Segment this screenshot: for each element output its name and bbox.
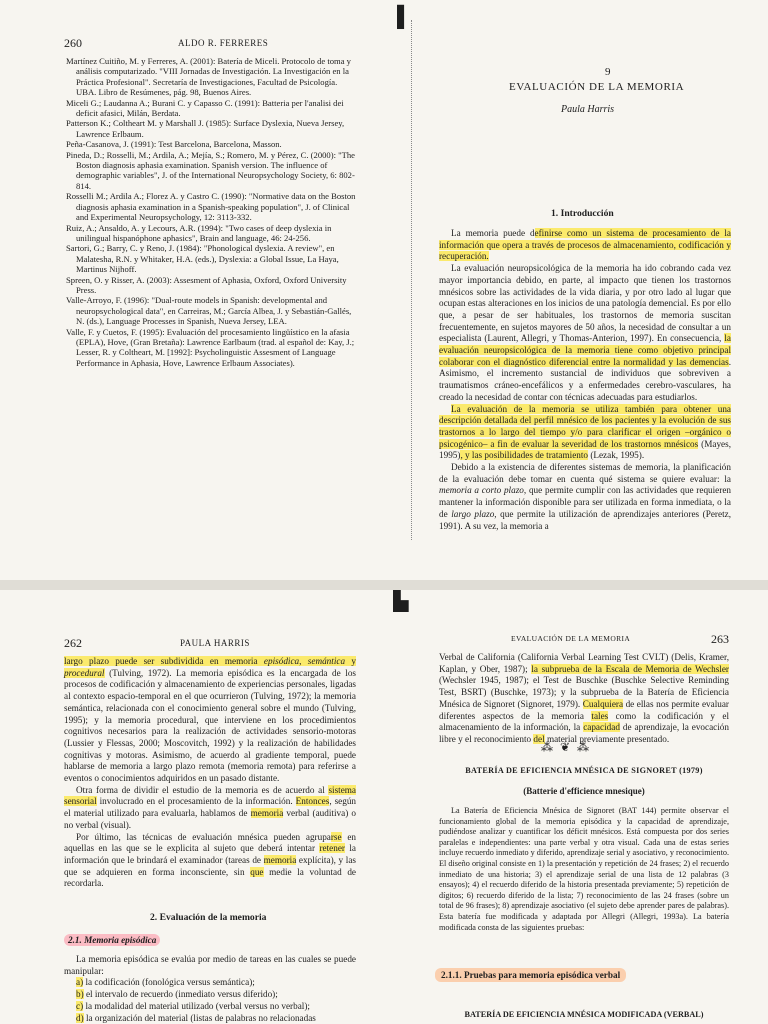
- running-header: EVALUACIÓN DE LA MEMORIA: [511, 634, 631, 643]
- reference-item: Patterson K.; Coltheart M. y Marshall J. (1985): Surface Dyslexia, Nueva Jersey, Lawrence Erlbaum.: [66, 118, 345, 139]
- reference-item: Miceli G.; Laudanna A.; Burani C. y Capasso C. (1991): Batteria per l'analisi dei deficit afasici, Milán, Berdata.: [66, 97, 344, 119]
- list-letter: b): [76, 989, 84, 1000]
- running-header: PAULA HARRIS: [180, 638, 250, 648]
- text: Debido a la existencia de diferentes sistemas de memoria, la planificación de la evaluación debe tomar en cuenta qué sistema se quiere evaluar: la: [439, 462, 731, 484]
- text: . Asimismo, el incremento sustancial de individuos que sobreviven a traumatismos cráneo-encefálicos y a enfermedades cerebro-vasculares, ha creado la necesidad de contar con técnicas adecuadas para estudiarlos.: [439, 356, 731, 402]
- subsection-body: [64, 954, 356, 1024]
- scan-mark: ▙: [393, 590, 409, 612]
- paragraph: [64, 832, 356, 891]
- reference-item: Ruiz, A.; Ansaldo, A. y Lecours, A.R. (1994): "Two cases of deep dyslexia in unilingual hispanóphone aphasics", Brain and language, 46: 24-256.: [66, 222, 332, 243]
- highlighted-text: , y las posibilidades de tratamiento: [460, 450, 589, 461]
- list-item: [76, 1001, 356, 1013]
- manipulation-list: [64, 977, 356, 1024]
- highlighted-text: que: [250, 866, 264, 877]
- page-263: [393, 590, 768, 1024]
- reference-item: Valle, F. y Cuetos, F. (1995): Evaluación del procesamiento lingüístico en la afasia (EPLA), Hove, (Gran Bretaña): Lawrence Earlbaum (trad. al español de: Kay, J.; Lesser, R. y Coltheart, M. [1992]: Psycholinguistic Assesment of Language Performance in Aphasia, Hove, Lawrence Erlbaum Associates).: [66, 326, 355, 368]
- page-number: 262: [64, 636, 82, 650]
- reference-item: Valle-Arroyo, F. (1996): "Dual-route models in Spanish: developmental and neuropsychological data", en Carreiras, M.; García Albea, J. y Sebastián-Gallés, N. (ds.), Language Processes in Spanish, Nueva Jersey, LEA.: [66, 295, 352, 327]
- text: medie la voluntad de recordarla.: [64, 866, 356, 889]
- text: (Mayes, 1995): [439, 438, 731, 461]
- reference-item: Spreen, O. y Risser, A. (2003): Assesment of Aphasia, Oxford, Oxford University Press.: [66, 274, 347, 295]
- list-item: [76, 989, 356, 1001]
- highlighted-text: capacidad: [583, 722, 620, 733]
- text: (Tulving, 1972). La memoria episódica es la encargada de los procesos de codificación y almacenamiento de experiencias personales, ligadas al contexto espacio-temporal en el que ocurrieron (Tulving, 1972); la memoria semántica, relacionada con el conocimiento general sobre el mundo (Tulving, 1995); y la memoria procedural, que interviene en los procedimientos cognitivos necesarios para la realización de actividades sensorio-motoras (Lussier y Flessas, 2000; Moscovitch, 1992) y la realización de habilidades cognitivas y motoras. Asimismo, de acuerdo al gradiente temporal, puede hablarse de memoria a largo plazo remota (memoria remota) para referirse a eventos o conocimientos adquiridos en un pasado distante.: [64, 667, 356, 784]
- chapter-author: Paula Harris: [561, 104, 615, 115]
- reference-item: Martínez Cuitiño, M. y Ferreres, A. (2001): Batería de Miceli. Protocolo de toma y análisis computarizado. "VIII Jornadas de Investigación. La Investigación en la Práctica Profesional". Secretaría de Investigaciones, Facultad de Psicología. UBA. Libro de Resúmenes, pág. 98, Buenos Aires.: [66, 56, 351, 98]
- paragraph: La memoria episódica se evalúa por medio de tareas en las cuales se puede manipular:: [64, 954, 356, 976]
- text: involucrado en el procesamiento de la información.: [96, 796, 296, 807]
- highlighted-text: efinirse como un sistema de procesamiento de la información que opera a través de procesos de almacenamiento, codificación y recuperación.: [439, 228, 732, 262]
- page-262: [0, 590, 393, 1024]
- paragraph: [439, 404, 731, 463]
- text: de ellas nos permite evaluar diferentes aspectos de la memoria: [439, 698, 729, 721]
- list-item: [76, 977, 356, 989]
- italic-text: memoria a corto plazo: [439, 485, 524, 496]
- highlighted-text: sistema sensorial: [64, 784, 356, 807]
- reference-item: Peña-Casanova, J. (1991): Test Barcelona, Barcelona, Masson.: [66, 139, 282, 150]
- page-260: [0, 0, 393, 580]
- highlighted-text: semántica: [307, 656, 346, 666]
- page-chapter-9: [393, 0, 768, 580]
- reference-item: Pineda, D.; Rosselli, M.; Ardila, A.; Mejía, S.; Romero, M. y Pérez, C. (2000): "The Boston diagnosis aphasia examination. Spanish version. The influence of demographic variables", J. of the International Neuropsychology Society, 6: 802-814.: [66, 149, 355, 191]
- list-item: [76, 1013, 356, 1024]
- highlighted-text: episódica: [263, 656, 300, 666]
- chapter-body: [439, 228, 731, 532]
- text: (Wechsler 1945, 1987); el Test de Buschke (Buschke Selective Reminding Test, BSRT) (Buschke, 1973); y la subprueba de la Batería de Eficiencia Mnésica de Signoret (Signoret, 1979).: [439, 675, 729, 709]
- highlighted-text: la subprueba de la Escala de Memoria de Wechsler: [531, 663, 729, 674]
- paragraph: [439, 263, 731, 403]
- text: La evaluación neuropsicológica de la memoria ha ido cobrando cada vez mayor importancia debido, en parte, al impacto que tienen los trastornos mnésicos sobre las actividades de la vida diaria, y por otro lado al lugar que ocupan estas alteraciones en los inicios de una patología demencial. Es por ello que, a pesar de ser habituales, los trastornos de memoria suscitan frecuentemente, en sujetos mayores de 50 años, la necesidad de consultar a un especialista (Laurent, Allegri, y Thomas-Anterion, 1997). En consecuencia,: [439, 263, 731, 344]
- text: explícita), y las que se adquieren en forma inconsciente, sin: [64, 854, 356, 877]
- text: La memoria puede d: [451, 228, 535, 238]
- list-letter: a): [76, 977, 84, 988]
- text: Verbal de California (California Verbal Learning Test CVLT) (Delis, Kramer, Kaplan, y Ober, 1987);: [439, 652, 729, 674]
- list-letter: d): [76, 1012, 84, 1023]
- battery-description: [439, 806, 729, 933]
- scan-mark: ▌: [397, 6, 412, 28]
- chapter-number: 9: [605, 66, 611, 78]
- italic-text: largo plazo: [451, 508, 495, 519]
- text: el intervalo de recuerdo (inmediato versus diferido);: [85, 989, 278, 1000]
- highlighted-text: largo plazo puede ser subdividida en memoria: [64, 656, 264, 666]
- highlighted-text: memoria: [263, 854, 297, 865]
- page-number: 260: [64, 36, 82, 50]
- highlighted-text: ,: [299, 656, 308, 666]
- text: la modalidad del material utilizado (verbal versus no verbal);: [85, 1000, 310, 1011]
- reference-item: Sartori, G.; Barry, C. y Reno, J. (1984): "Phonological dyslexia. A review", en Malatesha, R.N. y Whitaker, H.A. (eds.), Dyslexia: a Global Issue, La Haya, Martinus Nijhoff.: [66, 243, 339, 275]
- highlighted-text: retener: [319, 843, 345, 854]
- text: como la codificación y el almacenamiento de la información, la: [439, 710, 729, 733]
- section-title: 1. Introducción: [551, 208, 614, 219]
- paragraph: [439, 652, 729, 746]
- running-header: ALDO R. FERRERES: [178, 38, 269, 48]
- subsection-title: 2.1. Memoria episódica: [64, 934, 160, 946]
- reference-item: Rosselli M.; Ardila A.; Florez A. y Castro C. (1990): "Normative data on the Boston diagnosis aphasia examination in a Spanish-speaking population", J. of Clinical and Experimental Neuropsychology, 12: 3113-332.: [66, 191, 356, 223]
- text: , según el material utilizado para evaluarla, hablamos de: [64, 796, 357, 819]
- scan-margin-mark: [411, 20, 413, 540]
- text: Por último, las técnicas de evaluación mnésica pueden agrupa: [76, 831, 331, 842]
- highlighted-text: Entonces: [295, 796, 330, 807]
- list-letter: c): [76, 1000, 84, 1011]
- subsection-title: 2.1.1. Pruebas para memoria episódica verbal: [435, 968, 626, 982]
- text: la organización del material (listas de palabras no relacionadas: [85, 1012, 316, 1023]
- paragraph: La Batería de Eficiencia Mnésica de Signoret (BAT 144) permite observar el funcionamiento global de la memoria episódica y la capacidad de aprendizaje, pudiéndose analizar y cuantificar los déficit mnésicos. Está compuesta por dos series paralelas e independientes: una parte verbal y otra visual. Cada una de estas series incluye recuerdo inmediato y diferido, aprendizaje serial y asociativo, y reconocimiento. El diseño original consiste en 1) la presentación y repetición de 24 frases; 2) el recuerdo inmediato de una historia; 3) el aprendizaje serial de una lista de 12 palabras (3 ensayos); 4) el recuerdo diferido de la historia presentada previamente; 5) repetición de dígitos; 6) recuerdo diferido de la lista; 7) reconocimiento de las 24 frases (sobre un total de 96 frases); 8) aprendizaje asociativo (el sujeto debe aprender pares de palabras). Esta batería fue modificada y adaptada por Allegri (Allegri, 1993a). La batería modificada consta de las siguientes pruebas:: [439, 806, 729, 932]
- highlighted-text: memoria: [250, 808, 284, 819]
- paragraph: [439, 228, 731, 263]
- text: , que permite cumplir con las actividades que requieren mantener la información disponible para ser utilizada en forma inmediata, o la de: [439, 485, 731, 519]
- highlighted-text: del: [533, 733, 545, 744]
- paragraph: [64, 785, 356, 832]
- bottom-title: BATERÍA DE EFICIENCIA MNÉSICA MODIFICADA (VERBAL): [464, 1010, 704, 1019]
- highlighted-text: procedural: [64, 667, 105, 678]
- text: material previamente presentado.: [544, 733, 670, 744]
- battery-title: BATERÍA DE EFICIENCIA MNÉSICA DE SIGNORET (1979): [465, 766, 703, 775]
- highlighted-text: La evaluación de la memoria se utiliza también para obtener una descripción detallada del perfil mnésico de los pacientes y la evolución de sus trastornos a lo largo del tiempo y/o para clarificar el origen –orgánico o psicogénico– a fin de evaluar la severidad de los trastornos mnésicos: [439, 403, 731, 449]
- page-body: [64, 656, 356, 890]
- paragraph: [64, 656, 356, 785]
- battery-subtitle: (Batterie d'efficience mnesique): [523, 786, 645, 796]
- scan-separator: [0, 580, 768, 590]
- section-title: 2. Evaluación de la memoria: [150, 912, 267, 923]
- text: en aquellas en las que se le explicita al sujeto que deberá intentar: [64, 831, 357, 854]
- highlighted-text: y: [345, 656, 357, 666]
- highlighted-text: tales: [591, 710, 609, 721]
- text: la información que le brindará el examinador (tareas de: [64, 843, 356, 865]
- chapter-title: EVALUACIÓN DE LA MEMORIA: [509, 81, 685, 93]
- text: , que permite la utilización de aprendizajes anteriores (Peretz, 1991). A su vez, la memoria a: [439, 508, 731, 531]
- highlighted-text: la evaluación neuropsicológica de la memoria tiene como objetivo principal colaborar con el diagnóstico diferencial entre la normalidad y las demencias: [439, 333, 731, 367]
- page-number: 263: [711, 632, 729, 646]
- ornament-divider: ⁂ ❦ ⁂: [541, 740, 592, 754]
- page-body: [439, 652, 729, 746]
- text: (Lezak, 1995).: [588, 450, 645, 461]
- text: Otra forma de dividir el estudio de la memoria es de acuerdo al: [76, 784, 329, 795]
- text: la codificación (fonológica versus semántica);: [85, 977, 255, 988]
- reference-list: [66, 56, 356, 368]
- highlighted-text: rse: [330, 831, 342, 842]
- paragraph: [439, 462, 731, 532]
- text: verbal (auditiva) o no verbal (visual).: [64, 808, 357, 830]
- text: de aprendizaje, la evocación libre y el reconocimiento: [439, 722, 729, 744]
- highlighted-text: Cualquiera: [582, 698, 624, 709]
